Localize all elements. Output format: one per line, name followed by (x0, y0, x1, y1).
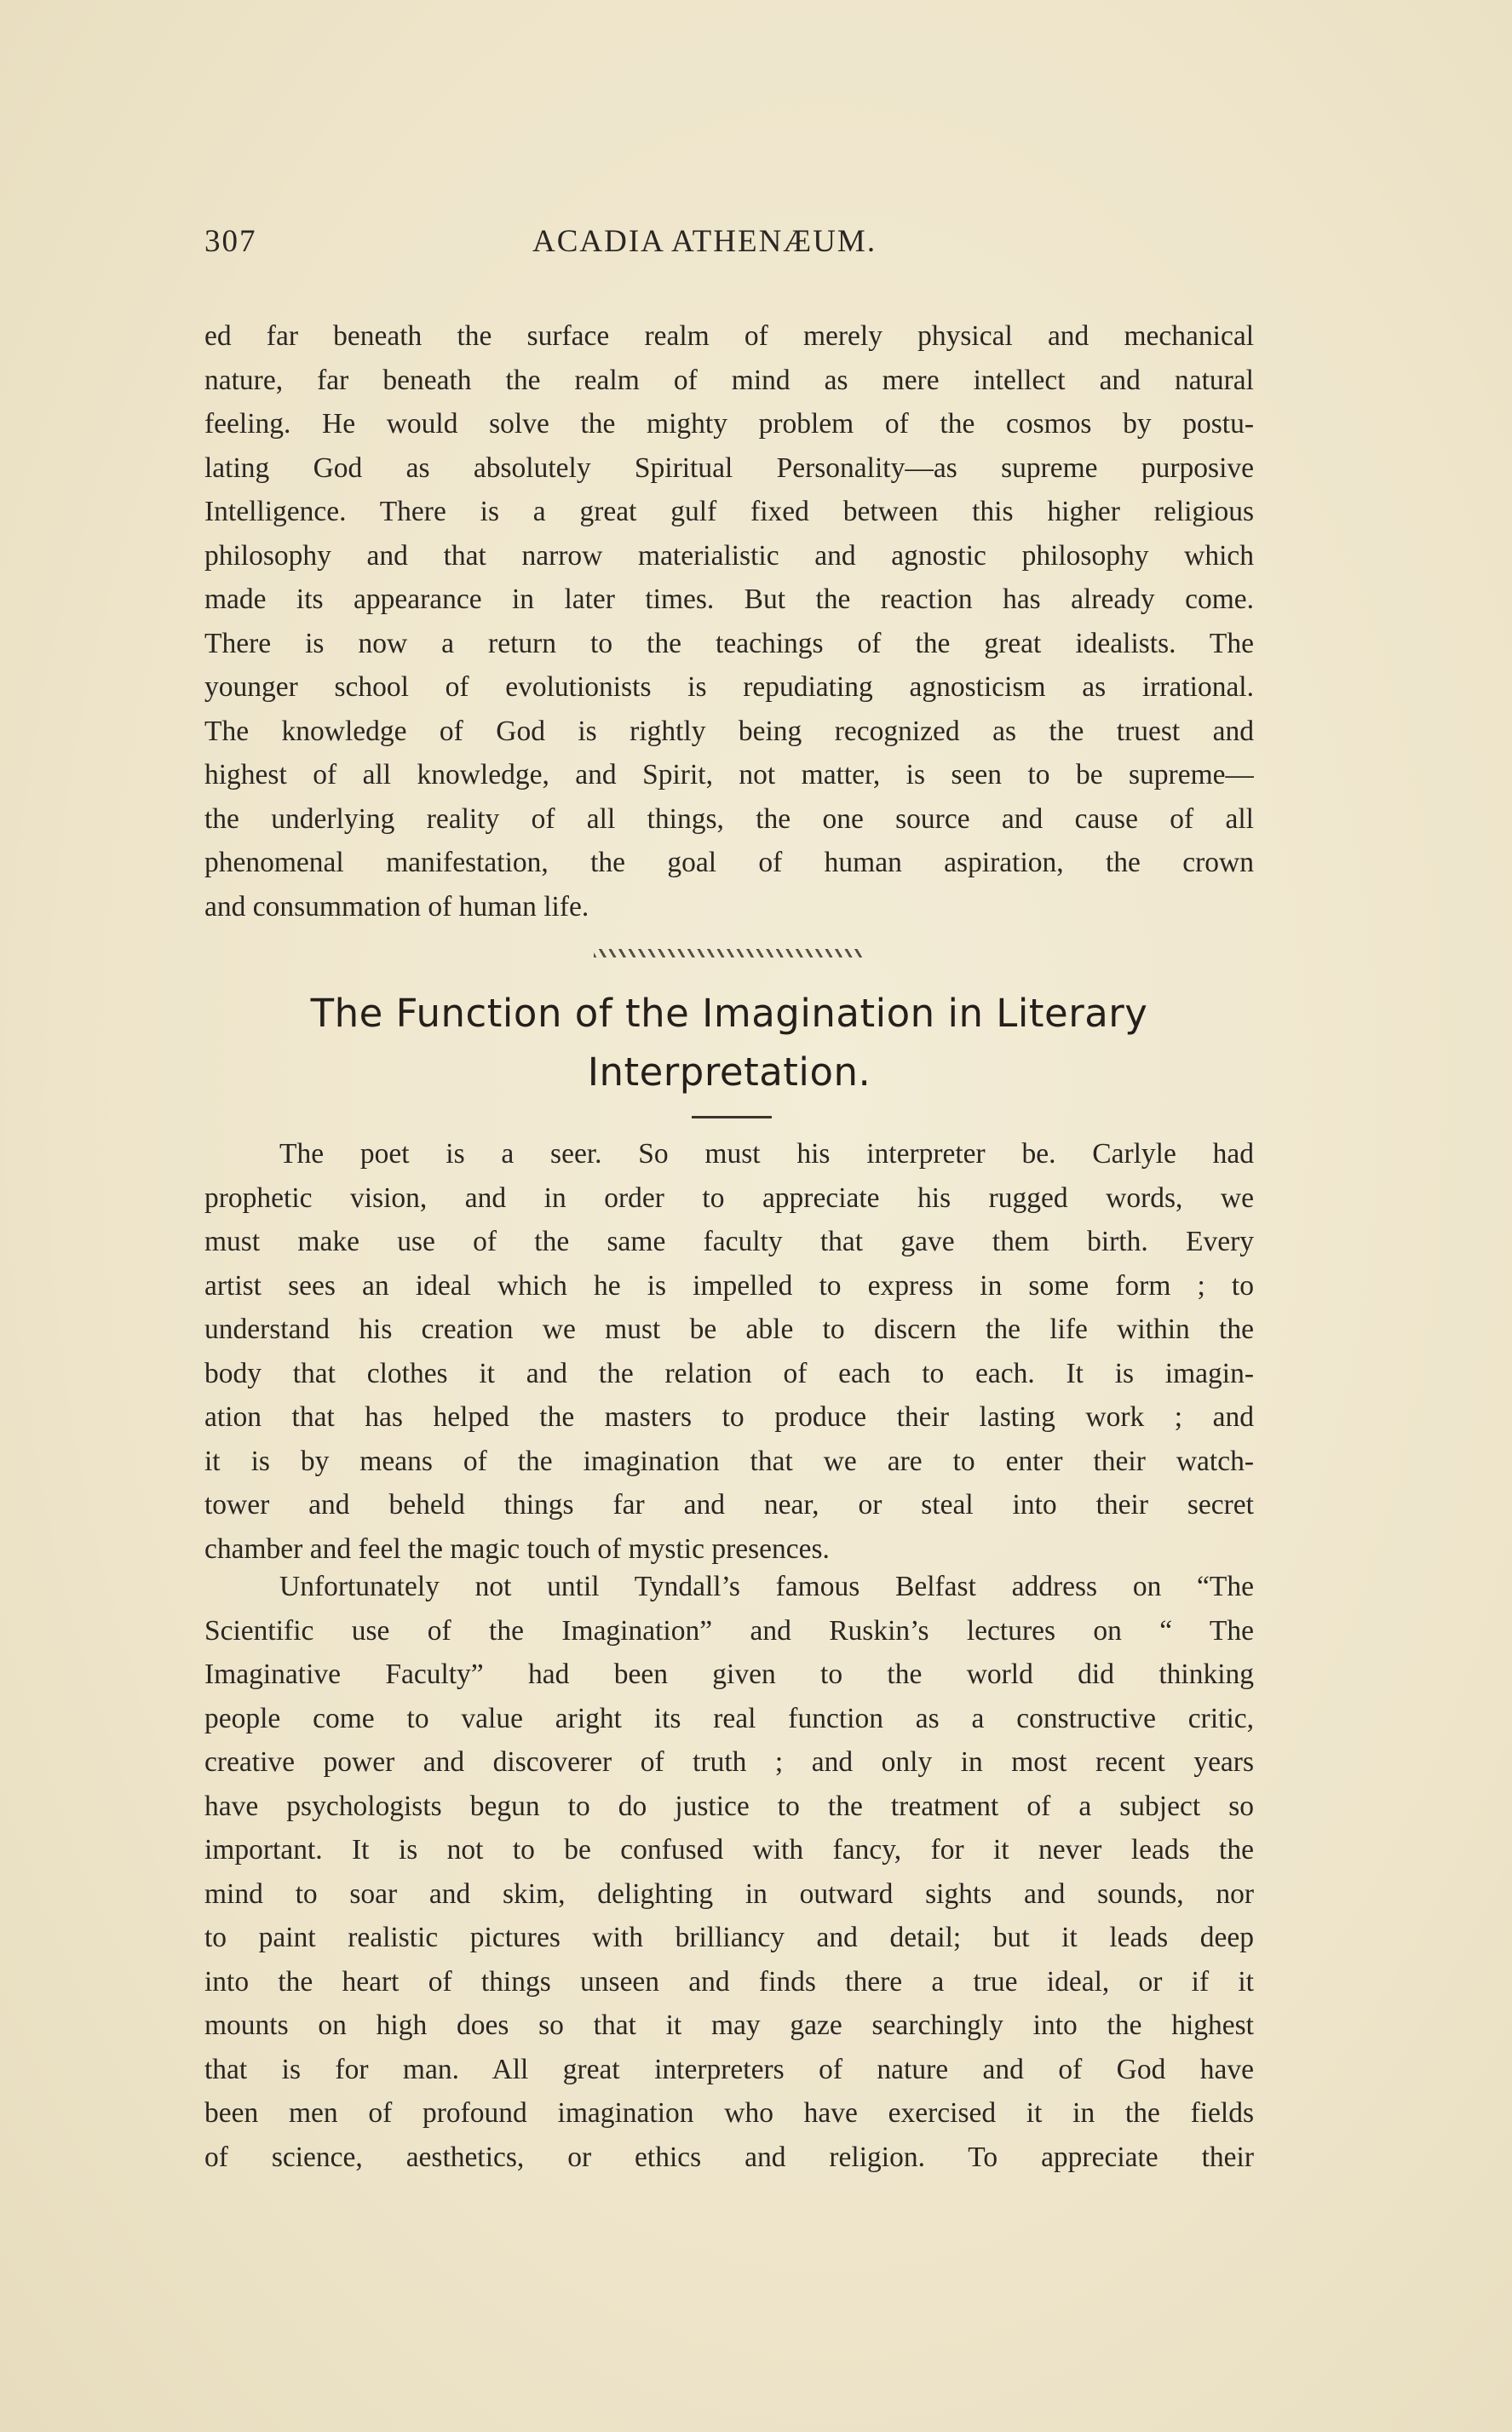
text-line: philosophy and that narrow materialistic and agnostic philosophy which (204, 539, 1254, 572)
text-line: important. It is not to be confused with fancy, for it never leads the (204, 1834, 1254, 1866)
text-line: The poet is a seer. So must his interpreter be. Carlyle had (279, 1138, 1254, 1170)
text-line: mounts on high does so that it may gaze searchingly into the highest (204, 2009, 1254, 2041)
text-line: The knowledge of God is rightly being recognized as the truest and (204, 715, 1254, 747)
text-line: Unfortunately not until Tyndall’s famous Belfast address on “The (279, 1571, 1254, 1602)
text-line: the underlying reality of all things, the one source and cause of all (204, 802, 1254, 835)
text-line: must make use of the same faculty that gave them birth. Every (204, 1226, 1254, 1257)
text-line: lating God as absolutely Spiritual Personality—as supreme purposive (204, 451, 1254, 484)
text-line: ation that has helped the masters to produce their lasting work ; and (204, 1401, 1254, 1433)
article-paragraph-2 (204, 1565, 1254, 2179)
text-line: artist sees an ideal which he is impelled to express in some form ; to (204, 1269, 1254, 1302)
section-divider-ornament (594, 949, 862, 957)
text-line: have psychologists begun to do justice to the treatment of a subject so (204, 1790, 1254, 1822)
text-line: younger school of evolutionists is repudiating agnosticism as irrational. (204, 671, 1254, 703)
text-line: feeling. He would solve the mighty problem of the cosmos by postu- (204, 408, 1254, 440)
text-line: to paint realistic pictures with brilliancy and detail; but it leads deep (204, 1922, 1254, 1953)
page-header (204, 223, 1252, 266)
intro-paragraph (204, 314, 1254, 929)
running-title: ACADIA ATHENÆUM. (532, 224, 877, 259)
text-line: that is for man. All great interpreters of nature and of God have (204, 2053, 1254, 2085)
text-line: Imaginative Faculty” had been given to the world did thinking (204, 1659, 1254, 1690)
text-line: ed far beneath the surface realm of merely physical and mechanical (204, 320, 1254, 352)
text-line: and consummation of human life. (204, 890, 589, 923)
text-line: into the heart of things unseen and finds there a true ideal, or if it (204, 1965, 1254, 1998)
text-line: chamber and feel the magic touch of mystic presences. (204, 1532, 830, 1565)
text-line: Scientific use of the Imagination” and Ruskin’s lectures on “ The (204, 1614, 1254, 1647)
page-number: 307 (204, 224, 257, 259)
text-line: of science, aesthetics, or ethics and religion. To appreciate their (204, 2141, 1254, 2173)
text-line: highest of all knowledge, and Spirit, not matter, is seen to be supreme— (204, 759, 1254, 791)
article-title-continued: Interpretation. (587, 1049, 871, 1095)
text-line: phenomenal manifestation, the goal of human aspiration, the crown (204, 847, 1254, 878)
text-line: been men of profound imagination who have exercised it in the fields (204, 2097, 1254, 2129)
text-line: Intelligence. There is a great gulf fixed between this higher religious (204, 496, 1254, 527)
title-rule (692, 1116, 772, 1118)
text-line: nature, far beneath the realm of mind as mere intellect and natural (204, 364, 1254, 396)
text-line: it is by means of the imagination that we are to enter their watch- (204, 1445, 1254, 1477)
text-line: people come to value aright its real function as a constructive critic, (204, 1702, 1254, 1734)
text-line: body that clothes it and the relation of each to each. It is imagin- (204, 1357, 1254, 1389)
text-line: mind to soar and skim, delighting in outward sights and sounds, nor (204, 1877, 1254, 1910)
text-line: understand his creation we must be able to discern the life within the (204, 1314, 1254, 1345)
text-line: prophetic vision, and in order to appreciate his rugged words, we (204, 1182, 1254, 1214)
text-line: There is now a return to the teachings of the great idealists. The (204, 627, 1254, 659)
text-line: creative power and discoverer of truth ; and only in most recent years (204, 1746, 1254, 1778)
article-paragraph-1 (204, 1132, 1254, 1571)
text-line: tower and beheld things far and near, or steal into their secret (204, 1489, 1254, 1521)
text-line: made its appearance in later times. But the reaction has already come. (204, 584, 1254, 615)
article-title: The Function of the Imagination in Literary (310, 991, 1148, 1036)
